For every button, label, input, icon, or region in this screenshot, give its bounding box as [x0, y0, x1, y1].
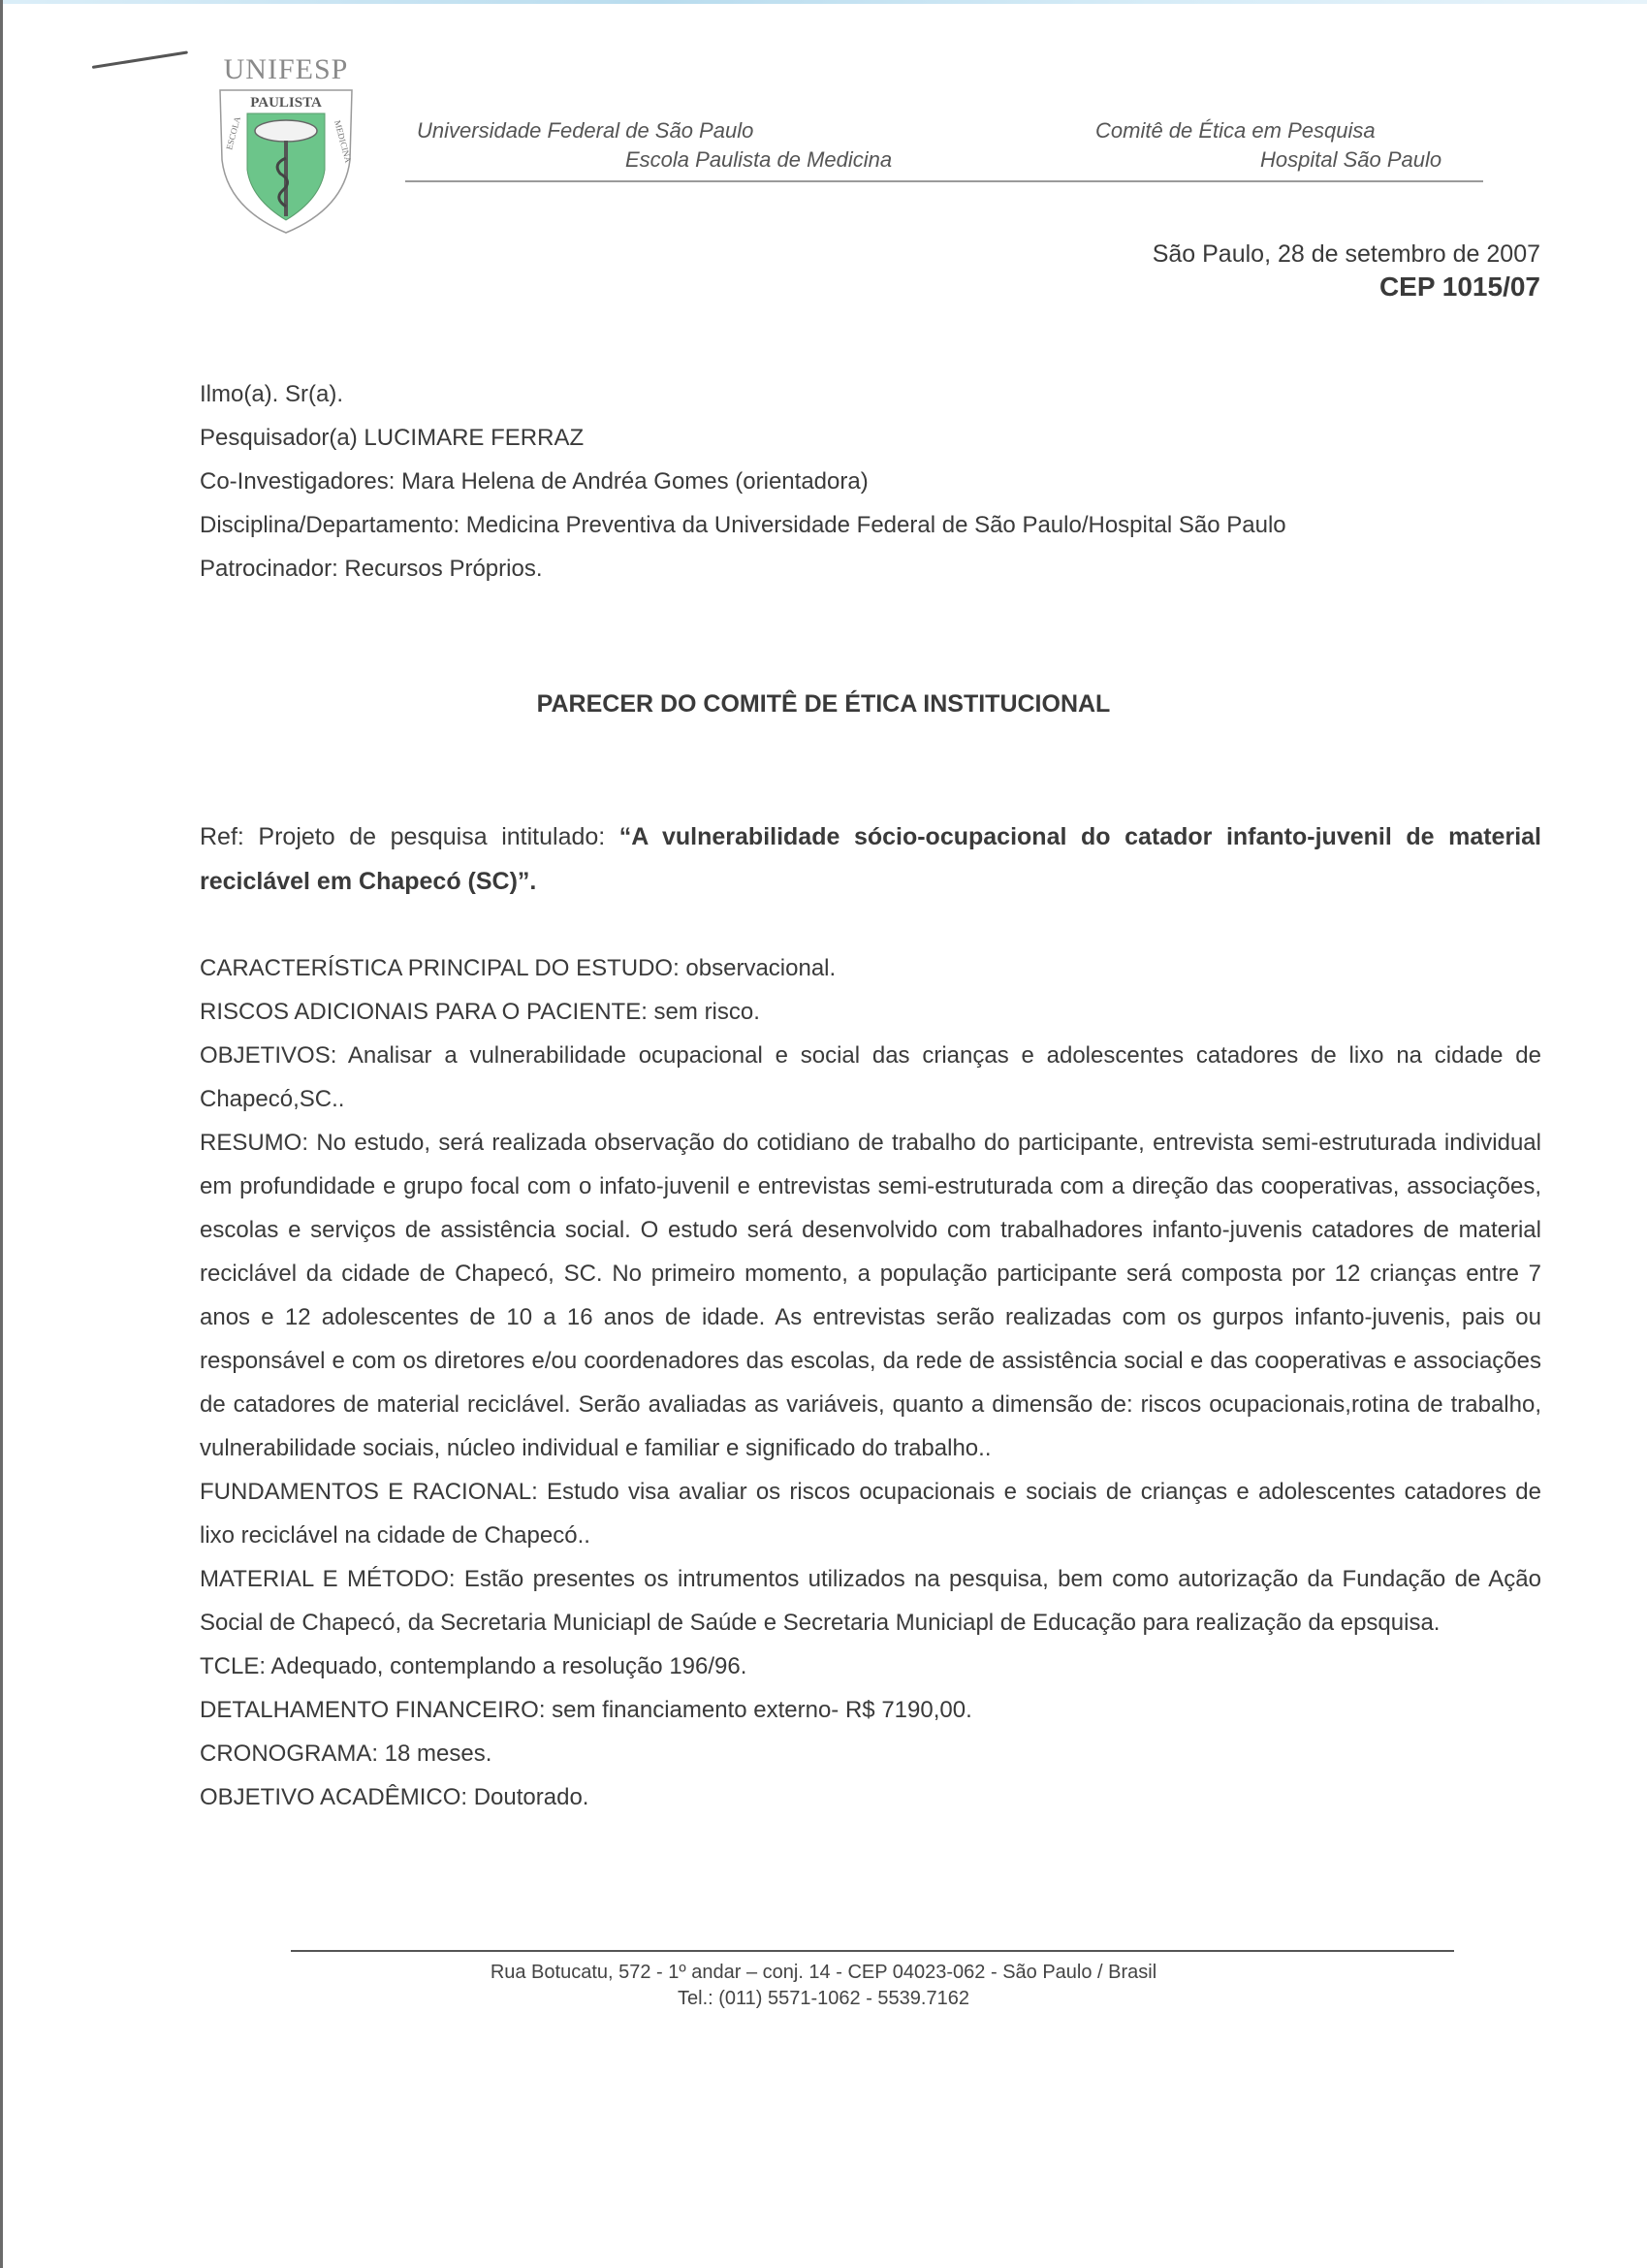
- salutation: Ilmo(a). Sr(a).: [200, 381, 344, 407]
- section-label: RESUMO:: [200, 1130, 309, 1156]
- project-reference: [200, 815, 1541, 904]
- header-divider: [405, 180, 1483, 182]
- university-name: Universidade Federal de São Paulo: [417, 118, 754, 143]
- section-schedule: [200, 1732, 1541, 1775]
- co-investigators: Co-Investigadores: Mara Helena de Andréa Gomes (orientadora): [200, 468, 869, 495]
- reference-prefix: Ref: Projeto de pesquisa intitulado:: [200, 823, 619, 850]
- project-title: “A vulnerabilidade sócio-ocupacional do catador infanto-juvenil de material reciclável em Chapecó (SC)”.: [200, 823, 1541, 895]
- researcher: Pesquisador(a) LUCIMARE FERRAZ: [200, 425, 585, 451]
- pen-mark: [92, 50, 188, 69]
- section-text: Analisar a vulnerabilidade ocupacional e social das crianças e adolescentes catadores de lixo na cidade de Chapecó,SC..: [200, 1042, 1541, 1112]
- section-academic-goal: [200, 1775, 1541, 1819]
- section-text: Doutorado.: [467, 1784, 589, 1810]
- hospital-name: Hospital São Paulo: [1260, 147, 1442, 172]
- section-label: OBJETIVO ACADÊMICO:: [200, 1784, 468, 1810]
- section-text: observacional.: [679, 955, 837, 981]
- school-name: Escola Paulista de Medicina: [625, 147, 893, 172]
- sponsor: Patrocinador: Recursos Próprios.: [200, 556, 543, 582]
- document-title: PARECER DO COMITÊ DE ÉTICA INSTITUCIONAL: [536, 690, 1111, 718]
- scan-edge-top: [0, 0, 1647, 4]
- section-label: DETALHAMENTO FINANCEIRO:: [200, 1697, 546, 1723]
- section-text: Estão presentes os intrumentos utilizados na pesquisa, bem como autorização da Fundação de Ação Social de Chapecó, da Secretaria Municiapl de Saúde e Secretaria Municiapl de Educação para realização da epsquisa.: [200, 1566, 1541, 1636]
- section-label: CRONOGRAMA:: [200, 1741, 379, 1767]
- section-text: Estudo visa avaliar os riscos ocupacionais e sociais de crianças e adolescentes catadores de lixo reciclável na cidade de Chapecó..: [200, 1479, 1542, 1549]
- addressee-block: [200, 372, 1541, 591]
- section-label: OBJETIVOS:: [200, 1042, 337, 1069]
- section-financial: [200, 1688, 1541, 1732]
- section-rationale: [200, 1470, 1541, 1557]
- section-risks: [200, 990, 1541, 1034]
- svg-text:ESCOLA: ESCOLA: [224, 115, 242, 151]
- section-consent: [200, 1645, 1541, 1688]
- place-date: São Paulo, 28 de setembro de 2007: [1152, 240, 1540, 268]
- department: Disciplina/Departamento: Medicina Preventiva da Universidade Federal de São Paulo/Hospital São Paulo: [200, 512, 1286, 538]
- footer-address: Rua Botucatu, 572 - 1º andar – conj. 14 - CEP 04023-062 - São Paulo / Brasil: [490, 1962, 1157, 1983]
- section-text: Adequado, contemplando a resolução 196/96.: [266, 1653, 747, 1679]
- review-sections: [200, 946, 1541, 1819]
- svg-text:MEDICINA: MEDICINA: [333, 118, 354, 164]
- section-label: MATERIAL E MÉTODO:: [200, 1566, 456, 1592]
- section-label: FUNDAMENTOS E RACIONAL:: [200, 1479, 538, 1505]
- svg-text:PAULISTA: PAULISTA: [250, 95, 322, 111]
- section-summary: [200, 1121, 1541, 1470]
- footer-divider: [291, 1950, 1454, 1952]
- scan-edge-left: [0, 0, 3, 2268]
- section-text: 18 meses.: [378, 1741, 492, 1767]
- section-text: sem financiamento externo- R$ 7190,00.: [545, 1697, 972, 1723]
- section-method: [200, 1557, 1541, 1645]
- section-characteristic: [200, 946, 1541, 990]
- unifesp-logo: [208, 53, 364, 238]
- protocol-number: CEP 1015/07: [1378, 272, 1540, 302]
- footer-phone: Tel.: (011) 5571-1062 - 5539.7162: [678, 1988, 969, 2009]
- section-text: No estudo, será realizada observação do cotidiano de trabalho do participante, entrevista semi-estruturada individual em profundidade e grupo focal com o infato-juvenil e entrevistas semi-estruturada com a direção das cooperativas, associações, escolas e serviços de assistência social. O estudo será desenvolvido com trabalhadores infanto-juvenis catadores de material reciclável da cidade de Chapecó, SC. No primeiro momento, a população participante será composta por 12 crianças entre 7 anos e 12 adolescentes de 10 a 16 anos de idade. As entrevistas serão realizadas com os gurpos infanto-juvenis, pais ou responsável e com os diretores e/ou coordenadores das escolas, da rede de assistência social e das cooperativas e associações de catadores de material reciclável. Serão avaliadas as variáveis, quanto a dimensão de: riscos ocupacionais,rotina de trabalho, vulnerabilidade sociais, núcleo individual e familiar e significado do trabalho..: [200, 1130, 1541, 1461]
- section-label: CARACTERÍSTICA PRINCIPAL DO ESTUDO:: [200, 955, 680, 981]
- committee-name: Comitê de Ética em Pesquisa: [1095, 118, 1376, 143]
- section-objectives: [200, 1034, 1541, 1121]
- shield-icon: [208, 53, 364, 238]
- section-text: sem risco.: [647, 999, 760, 1025]
- section-label: RISCOS ADICIONAIS PARA O PACIENTE:: [200, 999, 648, 1025]
- logo-title: UNIFESP: [223, 53, 349, 85]
- section-label: TCLE:: [200, 1653, 267, 1679]
